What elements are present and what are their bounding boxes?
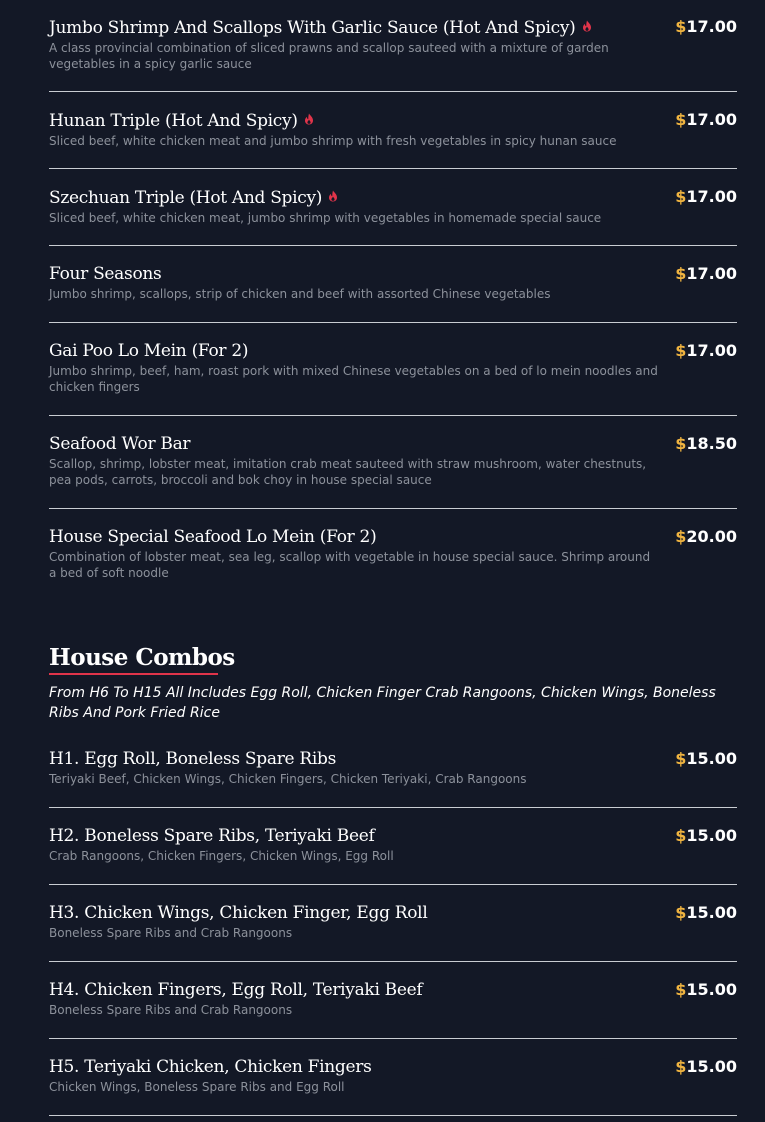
menu-item-name <box>49 979 737 1001</box>
price-amount: 17.00 <box>686 187 737 206</box>
menu-item-price <box>675 1056 737 1078</box>
price-amount: 17.00 <box>686 17 737 36</box>
menu-item-name-text: H1. Egg Roll, Boneless Spare Ribs <box>49 749 337 769</box>
price-amount: 18.50 <box>686 434 737 453</box>
price-currency: $ <box>675 187 687 206</box>
menu-item-price <box>675 433 737 455</box>
menu-item-description: Crab Rangoons, Chicken Fingers, Chicken Wings, Egg Roll <box>49 849 394 863</box>
price-currency: $ <box>675 903 687 922</box>
menu-item-description: Boneless Spare Ribs and Crab Rangoons <box>49 926 293 940</box>
price-amount: 17.00 <box>686 264 737 283</box>
menu-item[interactable] <box>49 263 737 323</box>
menu-item-name <box>49 186 737 209</box>
menu-item-price <box>675 340 737 362</box>
menu-item-price <box>675 825 737 847</box>
flame-icon <box>328 186 338 198</box>
menu-item-name <box>49 1056 737 1078</box>
price-amount: 17.00 <box>686 110 737 129</box>
menu-item-price <box>675 16 737 38</box>
menu-item-description: Chicken Wings, Boneless Spare Ribs and Egg Roll <box>49 1080 345 1094</box>
price-currency: $ <box>675 434 687 453</box>
menu-item-description: Boneless Spare Ribs and Crab Rangoons <box>49 1003 293 1017</box>
menu-item-name <box>49 16 737 39</box>
menu-item[interactable] <box>49 1056 737 1116</box>
menu-item-price <box>675 526 737 548</box>
section-title-underline <box>49 673 218 675</box>
price-currency: $ <box>675 749 687 768</box>
menu-item[interactable] <box>49 16 737 92</box>
menu-item-description: Jumbo shrimp, scallops, strip of chicken and beef with assorted Chinese vegetables <box>49 287 551 301</box>
price-currency: $ <box>675 17 687 36</box>
price-amount: 15.00 <box>686 903 737 922</box>
price-currency: $ <box>675 980 687 999</box>
menu-item[interactable] <box>49 748 737 808</box>
menu-item-name-text: Four Seasons <box>49 264 162 284</box>
price-currency: $ <box>675 826 687 845</box>
flame-icon <box>304 109 314 121</box>
menu-item-name-text: H3. Chicken Wings, Chicken Finger, Egg Roll <box>49 903 428 923</box>
menu-item[interactable] <box>49 109 737 169</box>
menu-item-name <box>49 433 737 455</box>
menu-item-price <box>675 748 737 770</box>
price-amount: 15.00 <box>686 826 737 845</box>
price-amount: 20.00 <box>686 527 737 546</box>
menu-item-name <box>49 340 737 362</box>
menu-item[interactable] <box>49 340 737 416</box>
menu-item-price <box>675 902 737 924</box>
price-amount: 15.00 <box>686 980 737 999</box>
menu-item[interactable] <box>49 825 737 885</box>
menu-item-name <box>49 263 737 285</box>
menu-item-name-text: Hunan Triple (Hot And Spicy) <box>49 111 298 131</box>
menu-item-name-text: Gai Poo Lo Mein (For 2) <box>49 341 249 361</box>
menu-item-name-text: Szechuan Triple (Hot And Spicy) <box>49 188 323 208</box>
menu-item-price <box>675 109 737 131</box>
menu-item-name-text: House Special Seafood Lo Mein (For 2) <box>49 527 377 547</box>
menu-item-description: Sliced beef, white chicken meat, jumbo shrimp with vegetables in homemade special sauce <box>49 211 602 225</box>
menu-item-name-text: Seafood Wor Bar <box>49 434 191 454</box>
price-amount: 17.00 <box>686 341 737 360</box>
menu-item-description: A class provincial combination of sliced prawns and scallop sauteed with a mixture of garden vegetables in a spicy garlic sauce <box>49 41 609 71</box>
menu-item-name <box>49 825 737 847</box>
menu-item-name <box>49 526 737 548</box>
price-currency: $ <box>675 527 687 546</box>
menu-item[interactable] <box>49 186 737 246</box>
menu-item-description: Combination of lobster meat, sea leg, scallop with vegetable in house special sauce. Shrimp around a bed of soft noodle <box>49 550 651 580</box>
section-subtitle: From H6 To H15 All Includes Egg Roll, Chicken Finger Crab Rangoons, Chicken Wings, Boneless Ribs And Pork Fried Rice <box>49 685 716 721</box>
flame-icon <box>582 16 592 28</box>
menu-item-price <box>675 186 737 208</box>
menu-item-description: Scallop, shrimp, lobster meat, imitation crab meat sauteed with straw mushroom, water chestnuts, pea pods, carrots, broccoli and bok choy in house special sauce <box>49 457 647 487</box>
price-currency: $ <box>675 264 687 283</box>
menu-item-name-text: H4. Chicken Fingers, Egg Roll, Teriyaki Beef <box>49 980 423 1000</box>
menu-item[interactable] <box>49 902 737 962</box>
menu-item-description: Jumbo shrimp, beef, ham, roast pork with mixed Chinese vegetables on a bed of lo mein noodles and chicken fingers <box>49 364 658 394</box>
menu-item-price <box>675 979 737 1001</box>
section-title: House Combos <box>49 644 235 671</box>
menu-item-description: Teriyaki Beef, Chicken Wings, Chicken Fingers, Chicken Teriyaki, Crab Rangoons <box>49 772 527 786</box>
menu-item-name-text: H2. Boneless Spare Ribs, Teriyaki Beef <box>49 826 375 846</box>
menu-item[interactable] <box>49 526 737 586</box>
price-currency: $ <box>675 110 687 129</box>
menu-item[interactable] <box>49 433 737 509</box>
menu-item-name <box>49 748 737 770</box>
menu-item-name-text: H5. Teriyaki Chicken, Chicken Fingers <box>49 1057 372 1077</box>
menu-item-name <box>49 902 737 924</box>
price-currency: $ <box>675 1057 687 1076</box>
menu-item-price <box>675 263 737 285</box>
menu-item[interactable] <box>49 979 737 1039</box>
menu-item-name <box>49 109 737 132</box>
price-amount: 15.00 <box>686 1057 737 1076</box>
price-amount: 15.00 <box>686 749 737 768</box>
menu-item-description: Sliced beef, white chicken meat and jumbo shrimp with fresh vegetables in spicy hunan sauce <box>49 134 617 148</box>
menu-item-name-text: Jumbo Shrimp And Scallops With Garlic Sauce (Hot And Spicy) <box>49 18 576 38</box>
price-currency: $ <box>675 341 687 360</box>
